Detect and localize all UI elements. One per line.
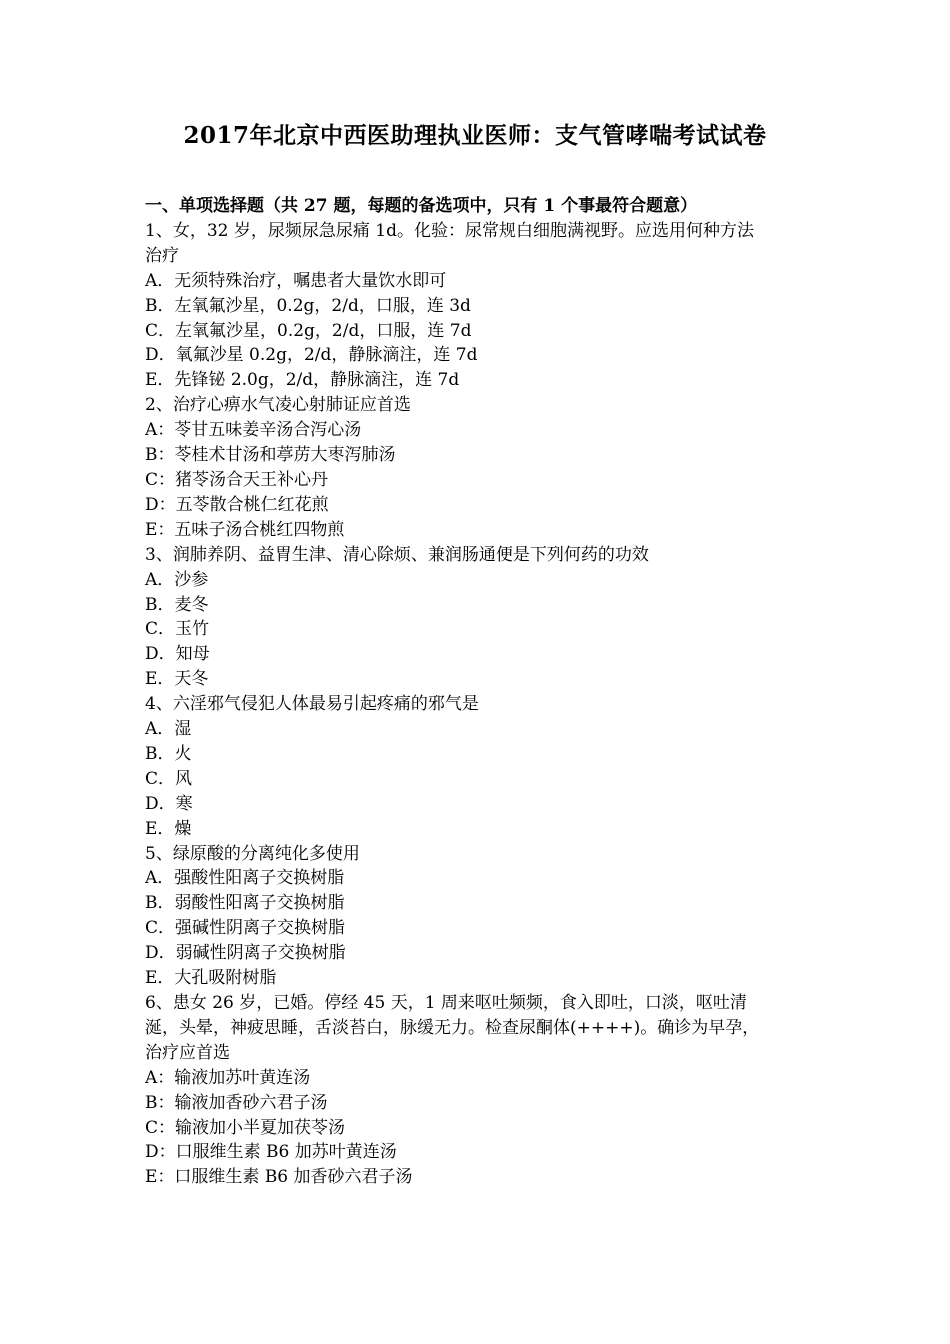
- section-heading: 一、单项选择题（共 27 题，每题的备选项中，只有 1 个事最符合题意）: [145, 196, 698, 216]
- question-2: [145, 393, 813, 542]
- option-c: C．风: [145, 768, 193, 789]
- question-1: [145, 219, 813, 393]
- question-stem: 6、患女 26 岁，已婚。停经 45 天，1 周来呕吐频频，食入即吐，口淡，呕吐清: [145, 993, 747, 1013]
- option-d: D：口服维生素 B6 加苏叶黄连汤: [145, 1142, 397, 1163]
- question-stem: 4、六淫邪气侵犯人体最易引起疼痛的邪气是: [145, 694, 479, 715]
- option-c: C：猪苓汤合天王补心丹: [145, 469, 329, 490]
- option-b: B．麦冬: [145, 594, 209, 615]
- option-c: C：输液加小半夏加茯苓汤: [145, 1117, 346, 1138]
- question-stem: 1、女，32 岁，尿频尿急尿痛 1d。化验：尿常规白细胞满视野。应选用何种方法: [145, 220, 754, 241]
- option-a: A：输液加苏叶黄连汤: [145, 1067, 311, 1088]
- question-6: [145, 991, 813, 1190]
- option-e: E：五味子汤合桃红四物煎: [145, 519, 345, 540]
- option-e: E．先锋铋 2.0g，2/d，静脉滴注，连 7d: [145, 370, 460, 391]
- option-a: A．湿: [145, 719, 192, 740]
- question-stem: 治疗应首选: [145, 1042, 230, 1063]
- option-e: E．燥: [145, 818, 192, 839]
- question-3: [145, 543, 813, 692]
- option-c: C．玉竹: [145, 619, 210, 640]
- question-stem: 3、润肺养阴、益胃生津、清心除烦、兼润肠通便是下列何药的功效: [145, 544, 649, 565]
- option-e: E．大孔吸附树脂: [145, 968, 277, 989]
- option-b: B．火: [145, 743, 192, 764]
- option-a: A．强酸性阳离子交换树脂: [145, 868, 345, 889]
- question-5: [145, 842, 813, 991]
- question-stem: 治疗: [145, 245, 179, 266]
- option-c: C．左氧氟沙星，0.2g，2/d，口服，连 7d: [145, 320, 472, 341]
- question-stem: 5、绿原酸的分离纯化多使用: [145, 843, 360, 864]
- document-title: 2017年北京中西医助理执业医师：支气管哮喘考试试卷: [183, 122, 767, 149]
- option-a: A．沙参: [145, 569, 209, 590]
- option-b: B．弱酸性阳离子交换树脂: [145, 893, 345, 914]
- question-4: [145, 692, 813, 841]
- option-a: A．无须特殊治疗，嘱患者大量饮水即可: [145, 270, 447, 291]
- option-c: C．强碱性阴离子交换树脂: [145, 918, 346, 939]
- exam-content: [145, 194, 813, 1190]
- option-b: B：苓桂术甘汤和葶苈大枣泻肺汤: [145, 445, 396, 466]
- option-d: D．氧氟沙星 0.2g，2/d，静脉滴注，连 7d: [145, 345, 478, 366]
- option-e: E：口服维生素 B6 加香砂六君子汤: [145, 1167, 413, 1188]
- option-e: E．天冬: [145, 669, 209, 690]
- question-stem: 涎，头晕，神疲思睡，舌淡苔白，脉缓无力。检查尿酮体(++++)。确诊为早孕，: [145, 1017, 760, 1038]
- option-b: B：输液加香砂六君子汤: [145, 1092, 328, 1113]
- option-d: D．弱碱性阴离子交换树脂: [145, 943, 346, 964]
- option-d: D．知母: [145, 644, 210, 665]
- question-stem: 2、治疗心痹水气凌心射肺证应首选: [145, 395, 411, 416]
- option-d: D：五苓散合桃仁红花煎: [145, 494, 329, 515]
- option-d: D．寒: [145, 793, 193, 814]
- option-a: A：苓甘五味姜辛汤合泻心汤: [145, 420, 362, 441]
- option-b: B．左氧氟沙星，0.2g，2/d，口服，连 3d: [145, 295, 471, 316]
